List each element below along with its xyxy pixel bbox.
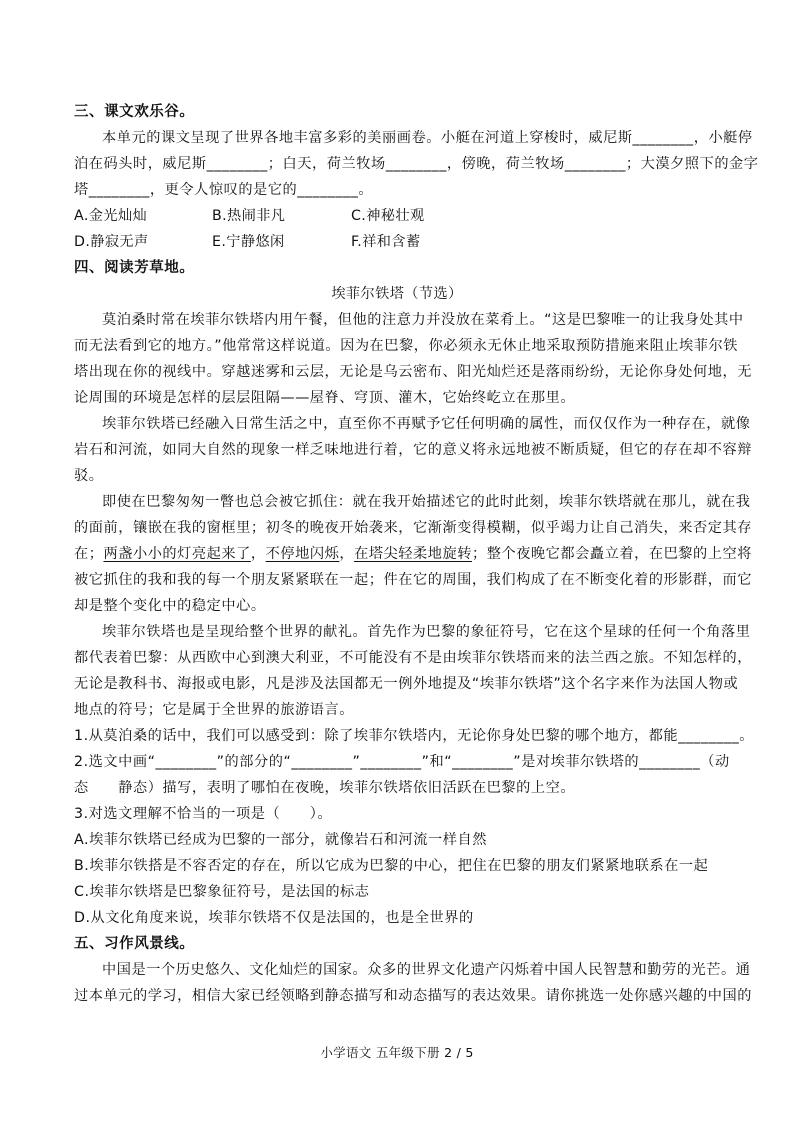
option-f: F.祥和含蓄 — [351, 234, 421, 250]
underlined-phrase-1: 两盏小小的灯亮起来了 — [103, 546, 251, 562]
article-title: 埃菲尔铁塔（节选） — [331, 286, 463, 302]
question-2: 2.选文中画“________”的部分的“________”________”和“________”是对埃菲尔铁塔的________（动 — [74, 754, 730, 770]
section3-line-3: 塔________，更令人惊叹的是它的________。 — [74, 182, 374, 198]
question-3-option-a: A.埃菲尔铁塔已经成为巴黎的一部分，就像岩石和河流一样自然 — [74, 832, 487, 848]
question-3-option-c: C.埃菲尔铁塔是巴黎象征符号，是法国的标志 — [74, 884, 370, 900]
p3-line-3-start: 在； — [74, 546, 104, 562]
p3-line-3-end: ；整个夜晚它都会矗立着，在巴黎的上空将 — [471, 546, 752, 562]
p2-line-3: 驳。 — [74, 468, 104, 484]
question-3: 3.对选文理解不恰当的一项是（ ）。 — [74, 806, 333, 822]
section3-line-1: 本单元的课文呈现了世界各地丰富多彩的美丽画卷。小艇在河道上穿梭时，威尼斯________，小艇停 — [102, 130, 753, 146]
section4-heading: 四、阅读芳草地。 — [74, 260, 195, 276]
question-2-cont: 态 静态）描写，表明了哪怕在夜晚，埃菲尔铁塔依旧活跃在巴黎的上空。 — [74, 780, 576, 796]
p2-line-2: 岩石和河流，如同大自然的现象一样乏味地进行着，它的意义将永远地被不断质疑，但它的存在却不容辩 — [74, 442, 752, 458]
p4-line-2: 都代表着巴黎：从西欧中心到澳大利亚，不可能没有不是由埃菲尔铁塔而来的法兰西之旅。不知怎样的， — [74, 650, 752, 666]
option-a: A.金光灿灿 — [74, 208, 148, 224]
p3-line-2: 的面前，镶嵌在我的窗框里；初冬的晚夜开始袭来，它渐渐变得模糊，似乎竭力让自己消失，来否定其存 — [74, 520, 752, 536]
p2-line-1: 埃菲尔铁塔已经融入日常生活之中，直至你不再赋予它任何明确的属性，而仅仅作为一种存在，就像 — [102, 416, 751, 432]
p3-line-4: 被它抓住的我和我的每一个朋友紧紧联在一起；件在它的周围，我们构成了在不断变化着的形影群，而它 — [74, 572, 752, 588]
p1-line-2: 而无法看到它的地方。”他常常这样说道。因为在巴黎，你必须永无休止地采取预防措施来阻止埃菲尔铁 — [74, 338, 738, 354]
p1-line-1: 莫泊桑时常在埃菲尔铁塔内用午餐，但他的注意力并没放在菜肴上。“这是巴黎唯一的让我身处其中 — [102, 312, 744, 328]
p1-line-4: 论周围的环境是怎样的层层阻隔——屋脊、穹顶、灌木，它始终屹立在那里。 — [74, 390, 576, 406]
p4-line-1: 埃菲尔铁塔也是呈现给整个世界的献礼。首先作为巴黎的象征符号，它在这个星球的任何一个角落里 — [102, 624, 751, 640]
option-c: C.神秘壮观 — [351, 208, 425, 224]
section5-line-1: 中国是一个历史悠久、文化灿烂的国家。众多的世界文化遗产闪烁着中国人民智慧和勤劳的光芒。通 — [102, 962, 751, 978]
p1-line-3: 塔出现在你的视线中。穿越迷雾和云层，无论是乌云密布、阳光灿烂还是落雨纷纷，无论你身处何地，无 — [74, 364, 752, 380]
p3-line-3-comma-2: ， — [339, 546, 355, 562]
underlined-phrase-3: 在塔尖轻柔地旋转 — [354, 546, 472, 562]
p4-line-4: 地点的符号；它是属于全世界的旅游语言。 — [74, 702, 355, 718]
page-footer: 小学语文 五年级下册 2 / 5 — [320, 1045, 474, 1060]
underlined-phrase-2: 不停地闪烁 — [265, 546, 340, 562]
section3-line-2: 泊在码头时，威尼斯________；白天，荷兰牧场________，傍晚，荷兰牧场________；大漠夕照下的金字 — [74, 156, 759, 172]
p3-line-5: 却是整个变化中的稳定中心。 — [74, 598, 266, 614]
section5-heading: 五、习作风景线。 — [74, 936, 195, 952]
question-3-option-b: B.埃菲尔铁搭是不容否定的存在，所以它成为巴黎的中心，把住在巴黎的朋友们紧紧地联系在一起 — [74, 858, 709, 874]
p3-line-3 — [74, 544, 752, 564]
question-3-option-d: D.从文化角度来说，埃菲尔铁塔不仅是法国的，也是全世界的 — [74, 910, 474, 926]
p4-line-3: 无论是教科书、海报或电影，凡是涉及法国都无一例外地提及“埃菲尔铁塔”这个名字来作为法国人物或 — [74, 676, 739, 692]
question-1: 1.从莫泊桑的话中，我们可以感受到：除了埃菲尔铁塔内，无论你身处巴黎的哪个地方，都能________。 — [74, 728, 755, 744]
p3-line-3-comma-1: ， — [250, 546, 266, 562]
option-d: D.静寂无声 — [74, 234, 149, 250]
section5-line-2: 过本单元的学习，相信大家已经领略到静态描写和动态描写的表达效果。请你挑选一处你感兴趣的中国的 — [74, 988, 752, 1004]
option-b: B.热闹非凡 — [212, 208, 286, 224]
section3-heading: 三、课文欢乐谷。 — [74, 104, 195, 120]
option-e: E.宁静悠闲 — [212, 234, 285, 250]
p3-line-1: 即使在巴黎匆匆一瞥也总会被它抓住：就在我开始描述它的此时此刻，埃菲尔铁塔就在那儿，就在我 — [102, 494, 751, 510]
